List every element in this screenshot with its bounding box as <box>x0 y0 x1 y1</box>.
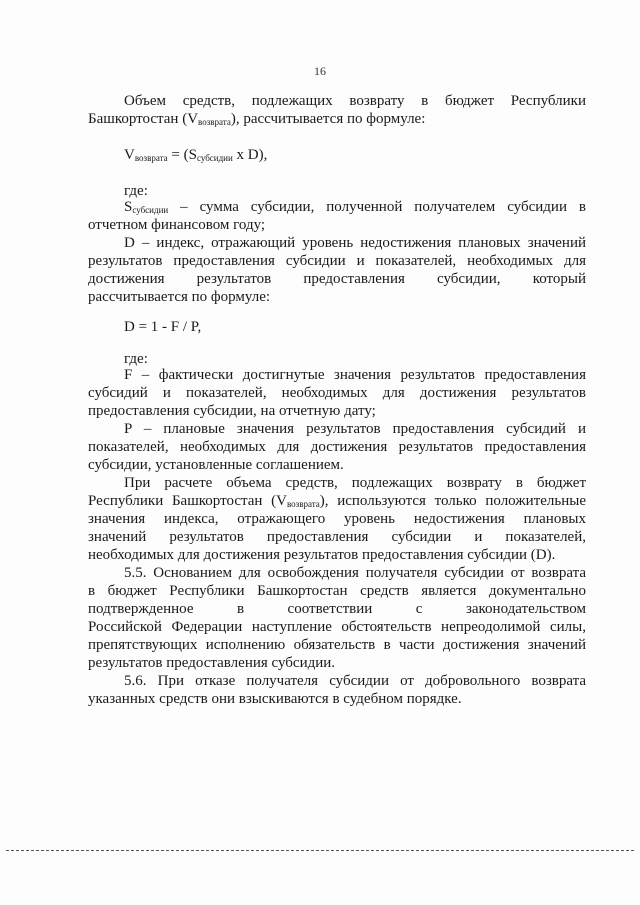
where-label: где: <box>124 183 148 199</box>
clause-5-6-line: указанных средств они взыскиваются в судебном порядке. <box>88 691 462 707</box>
definition-line: P – плановые значения результатов предоставления субсидий и <box>124 421 586 437</box>
paragraph-line: Башкортостан $(V_{возврата})$, рассчитывается по формуле: <box>88 111 426 127</box>
definition-line: рассчитывается по формуле: <box>88 289 271 305</box>
formula-d-index: D = 1 - F / P, <box>124 319 202 335</box>
definition-line: отчетном финансовом году; <box>88 217 266 233</box>
paragraph-line: Республики Башкортостан $(V_{возврата})$, используются только положительные <box>88 493 586 509</box>
formula-v-return: $V_{возврата} = (S_{субсидии}$ x D), <box>124 147 268 163</box>
clause-5-5-line: Российской Федерации наступление обстоятельств непреодолимой силы, <box>88 619 586 635</box>
definition-line: достижения результатов предоставления субсидии, который <box>88 271 586 287</box>
paragraph-line: Объем средств, подлежащих возврату в бюджет Республики <box>124 93 586 109</box>
definition-line: предоставления субсидии, на отчетную дату; <box>88 403 376 419</box>
definition-line: субсидий и показателей, необходимых для достижения результатов <box>88 385 586 401</box>
footer-divider <box>6 850 634 851</box>
paragraph-line: При расчете объема средств, подлежащих возврату в бюджет <box>124 475 586 491</box>
clause-5-6-line: 5.6. При отказе получателя субсидии от добровольного возврата <box>124 673 586 689</box>
definition-line: субсидии, установленные соглашением. <box>88 457 344 473</box>
clause-5-5-line: подтвержденное в соответствии с законодательством <box>88 601 586 617</box>
clause-5-5-line: результатов предоставления субсидии. <box>88 655 336 671</box>
where-label: где: <box>124 351 148 367</box>
paragraph-line: значений результатов предоставления субсидии и показателей, <box>88 529 586 545</box>
paragraph-line: значения индекса, отражающего уровень недостижения плановых <box>88 511 586 527</box>
clause-5-5-line: препятствующих исполнению обязательств в части достижения значений <box>88 637 586 653</box>
definition-line: показателей, необходимых для достижения результатов предоставления <box>88 439 586 455</box>
clause-5-5-line: 5.5. Основанием для освобождения получателя субсидии от возврата <box>124 565 586 581</box>
definition-line: F – фактически достигнутые значения результатов предоставления <box>124 367 586 383</box>
definition-line: D – индекс, отражающий уровень недостижения плановых значений <box>124 235 586 251</box>
definition-line: результатов предоставления субсидии и показателей, необходимых для <box>88 253 586 269</box>
page-number: 16 <box>314 64 326 78</box>
definition-line: $S_{субсидии}$ – сумма субсидии, полученной получателем субсидии в <box>124 199 586 215</box>
paragraph-line: необходимых для достижения результатов предоставления субсидии (D). <box>88 547 556 563</box>
clause-5-5-line: в бюджет Республики Башкортостан средств является документально <box>88 583 586 599</box>
